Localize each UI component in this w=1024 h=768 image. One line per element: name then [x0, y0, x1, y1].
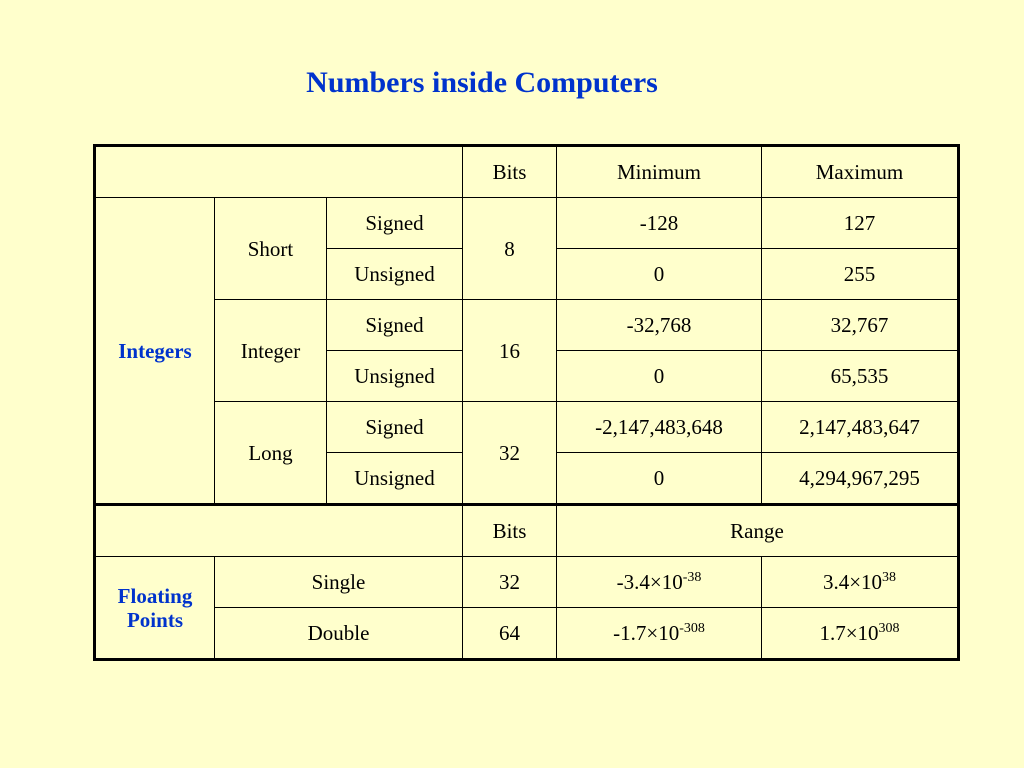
min-cell: -2,147,483,648 — [557, 402, 762, 453]
max-cell: 4,294,967,295 — [762, 453, 959, 505]
max-cell: 127 — [762, 198, 959, 249]
range-max-cell — [762, 608, 959, 660]
table-row — [95, 557, 959, 608]
type-cell: Single — [215, 557, 463, 608]
range-exponent: -308 — [679, 621, 705, 636]
sign-cell: Signed — [327, 198, 463, 249]
range-base: 3.4×10 — [822, 570, 883, 594]
sign-cell: Unsigned — [327, 453, 463, 505]
range-base: -1.7×10 — [613, 621, 680, 645]
bits-cell: 32 — [463, 402, 557, 505]
type-cell: Long — [215, 402, 327, 505]
range-min-cell — [557, 557, 762, 608]
max-cell: 32,767 — [762, 300, 959, 351]
max-cell: 65,535 — [762, 351, 959, 402]
range-exponent: -38 — [682, 570, 702, 585]
category-integers: Integers — [95, 198, 215, 505]
header-range: Range — [557, 505, 959, 557]
integer-header-row — [95, 146, 959, 198]
header-bits: Bits — [463, 146, 557, 198]
min-cell: -128 — [557, 198, 762, 249]
header-blank-cell — [95, 146, 463, 198]
range-exponent: 308 — [878, 621, 900, 636]
header-blank-cell — [95, 505, 463, 557]
min-cell: 0 — [557, 249, 762, 300]
range-exponent: 38 — [882, 570, 897, 585]
range-base: -3.4×10 — [616, 570, 683, 594]
category-floating-points — [95, 557, 215, 660]
header-bits: Bits — [463, 505, 557, 557]
bits-cell: 32 — [463, 557, 557, 608]
min-cell: -32,768 — [557, 300, 762, 351]
type-cell: Double — [215, 608, 463, 660]
max-cell: 255 — [762, 249, 959, 300]
table-row — [95, 300, 959, 351]
sign-cell: Unsigned — [327, 351, 463, 402]
sign-cell: Signed — [327, 402, 463, 453]
page-title: Numbers inside Computers — [306, 66, 658, 99]
table-row — [95, 608, 959, 660]
range-min-cell — [557, 608, 762, 660]
min-cell: 0 — [557, 453, 762, 505]
range-base: 1.7×10 — [819, 621, 879, 645]
table-row — [95, 402, 959, 453]
type-cell: Integer — [215, 300, 327, 402]
bits-cell: 16 — [463, 300, 557, 402]
bits-cell: 8 — [463, 198, 557, 300]
max-cell: 2,147,483,647 — [762, 402, 959, 453]
header-maximum: Maximum — [762, 146, 959, 198]
category-line: Floating — [117, 583, 193, 608]
bits-cell: 64 — [463, 608, 557, 660]
float-header-row — [95, 505, 959, 557]
type-cell: Short — [215, 198, 327, 300]
sign-cell: Unsigned — [327, 249, 463, 300]
sign-cell: Signed — [327, 300, 463, 351]
table-row — [95, 198, 959, 249]
min-cell: 0 — [557, 351, 762, 402]
range-max-cell — [762, 557, 959, 608]
number-types-table — [93, 144, 960, 661]
category-line: Points — [126, 607, 183, 632]
header-minimum: Minimum — [557, 146, 762, 198]
